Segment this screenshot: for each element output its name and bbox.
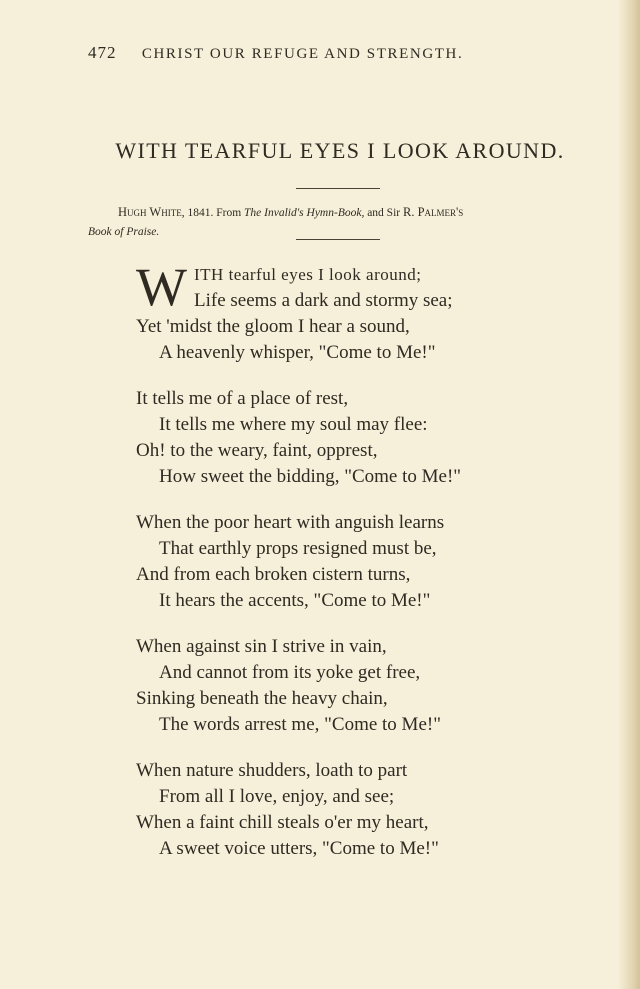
page-number: 472 — [88, 43, 117, 62]
poem-line: When against sin I strive in vain, — [136, 636, 387, 657]
author-name: Hugh White — [118, 205, 182, 219]
running-header — [88, 43, 463, 63]
poem-line: And cannot from its yoke get free, — [159, 662, 421, 683]
hymn-title: WITH TEARFUL EYES I LOOK AROUND. — [115, 138, 565, 163]
drop-cap: W — [136, 257, 185, 317]
poem-body — [136, 257, 462, 882]
poem-line: Life seems a dark and stormy sea; — [194, 290, 453, 311]
poem-line: It tells me of a place of rest, — [136, 388, 349, 409]
poem-line: And from each broken cistern turns, — [136, 564, 411, 585]
poem-line: It tells me where my soul may flee: — [159, 414, 428, 435]
stanza-2 — [136, 386, 461, 490]
attribution — [88, 203, 598, 242]
poem-line: The words arrest me, "Come to Me!" — [159, 714, 441, 735]
poem-line: A heavenly whisper, "Come to Me!" — [159, 342, 436, 363]
poem-line: When nature shudders, loath to part — [136, 760, 408, 781]
poem-line: It hears the accents, "Come to Me!" — [159, 590, 431, 611]
title-rule-top — [296, 188, 380, 189]
poem-line: Oh! to the weary, faint, opprest, — [136, 440, 378, 461]
poem-line: When the poor heart with anguish learns — [136, 512, 445, 533]
poem-line: When a faint chill steals o'er my heart, — [136, 812, 429, 833]
running-title: CHRIST OUR REFUGE AND STRENGTH. — [141, 46, 464, 62]
poem-line: Sinking beneath the heavy chain, — [136, 688, 388, 709]
stanza-4 — [136, 634, 461, 738]
stanza-1 — [136, 257, 461, 366]
attribution-year: , 1841. From — [181, 207, 245, 219]
poem-line: A sweet voice utters, "Come to Me!" — [159, 838, 439, 859]
source-invalids-hymn-book: The Invalid's Hymn-Book, — [244, 207, 365, 219]
source-book-of-praise: Book of Praise. — [88, 226, 160, 238]
stanza-3 — [136, 510, 461, 614]
title-rule-bottom — [296, 239, 380, 240]
stanza-5 — [136, 758, 461, 862]
poem-line: Yet 'midst the gloom I hear a sound, — [136, 316, 410, 337]
first-line-text: ITH tearful eyes I look around; — [194, 265, 422, 284]
editor-name: R. Palmer's — [402, 205, 464, 219]
poem-line: How sweet the bidding, "Come to Me!" — [159, 466, 462, 487]
poem-line: That earthly props resigned must be, — [159, 538, 437, 559]
poem-line: From all I love, enjoy, and see; — [159, 786, 395, 807]
attribution-middle: and Sir — [364, 207, 403, 219]
